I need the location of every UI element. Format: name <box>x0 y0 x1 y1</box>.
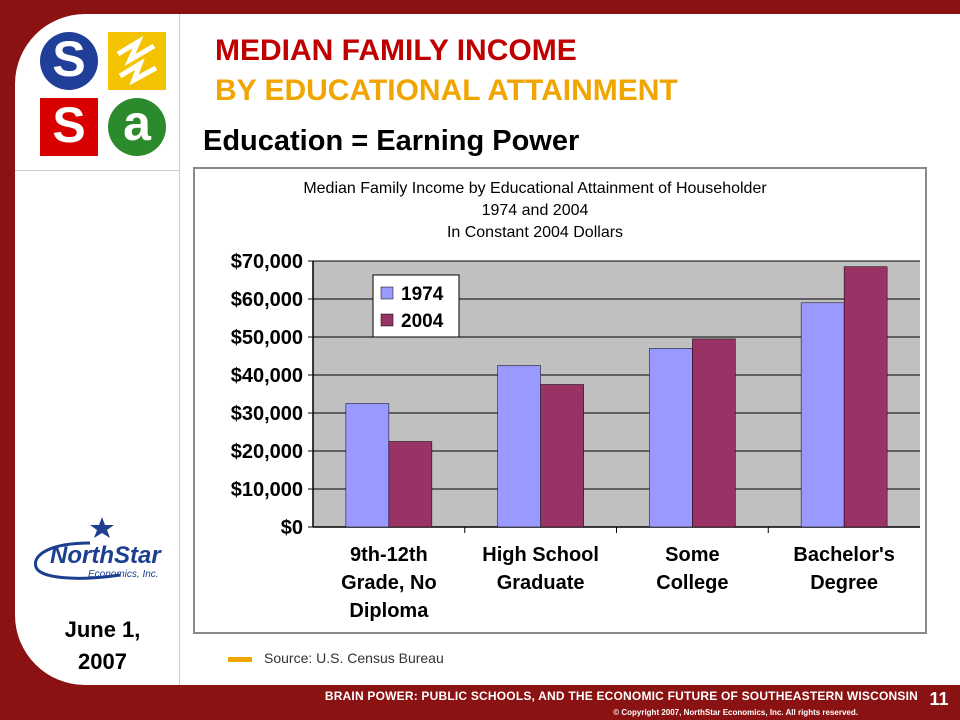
chart-title-line: 1974 and 2004 <box>481 202 589 219</box>
x-tick-label: College <box>656 572 729 594</box>
chart-frame <box>193 167 927 634</box>
date-line1: June 1, <box>64 617 141 642</box>
y-tick-label: $60,000 <box>230 289 303 311</box>
bar-1974 <box>346 404 389 528</box>
footer-title: BRAIN POWER: PUBLIC SCHOOLS, AND THE ECONOMIC FUTURE OF SOUTHEASTERN WISCONSIN <box>324 689 918 703</box>
bar-2004 <box>692 339 735 527</box>
x-tick-label: High School <box>482 544 599 566</box>
date-line2: 2007 <box>78 649 127 674</box>
x-tick-label: Diploma <box>349 600 429 622</box>
x-tick-label: Graduate <box>496 572 585 594</box>
page-title-line2: BY EDUCATIONAL ATTAINMENT <box>215 74 678 107</box>
bar-1974 <box>801 303 844 527</box>
x-tick-label: Degree <box>810 572 879 594</box>
logo-tile-s-red: S <box>40 98 98 156</box>
bar-chart <box>195 169 925 632</box>
page-number: 11 <box>929 689 949 709</box>
source-note: Source: U.S. Census Bureau <box>264 650 444 666</box>
northstar-logo-graphic <box>30 515 178 585</box>
footer-copyright: © Copyright 2007, NorthStar Economics, Inc. All rights reserved. <box>613 708 858 717</box>
bar-2004 <box>389 442 432 528</box>
y-tick-label: $70,000 <box>230 251 303 273</box>
legend-swatch <box>381 314 393 326</box>
northstar-name: NorthStar <box>50 542 161 569</box>
star-icon <box>90 517 114 538</box>
logo-tile-pencils <box>108 32 166 90</box>
y-tick-label: $20,000 <box>230 441 303 463</box>
y-tick-label: $40,000 <box>230 365 303 387</box>
northstar-subname: Economics, Inc. <box>88 569 159 580</box>
y-tick-label: $50,000 <box>230 327 303 349</box>
bar-1974 <box>649 348 692 527</box>
bar-2004 <box>541 385 584 528</box>
y-tick-label: $30,000 <box>230 403 303 425</box>
x-tick-label: Grade, No <box>341 572 437 594</box>
logo-tile-s-blue: S <box>40 32 98 90</box>
x-tick-label: Bachelor's <box>793 544 895 566</box>
source-marker <box>228 657 252 662</box>
pencils-icon <box>108 32 166 90</box>
sidebar-divider <box>179 14 180 685</box>
chart-title-line: In Constant 2004 Dollars <box>446 224 624 241</box>
northstar-logo <box>30 515 178 585</box>
page-subtitle: Education = Earning Power <box>203 125 580 157</box>
y-tick-label: $10,000 <box>230 479 303 501</box>
page-title-line1: MEDIAN FAMILY INCOME <box>215 34 577 67</box>
logo-tile-a-green: a <box>108 98 166 156</box>
slide-date <box>40 614 165 678</box>
legend-swatch <box>381 287 393 299</box>
chart-title-line: Median Family Income by Educational Attainment of Householder <box>303 180 767 197</box>
bar-2004 <box>844 267 887 527</box>
legend-label: 1974 <box>401 284 444 305</box>
x-tick-label: Some <box>665 544 720 566</box>
x-tick-label: 9th-12th <box>349 544 428 566</box>
y-tick-label: $0 <box>280 517 303 539</box>
bar-1974 <box>498 366 541 528</box>
logo-divider <box>15 170 179 171</box>
legend-label: 2004 <box>401 311 444 332</box>
